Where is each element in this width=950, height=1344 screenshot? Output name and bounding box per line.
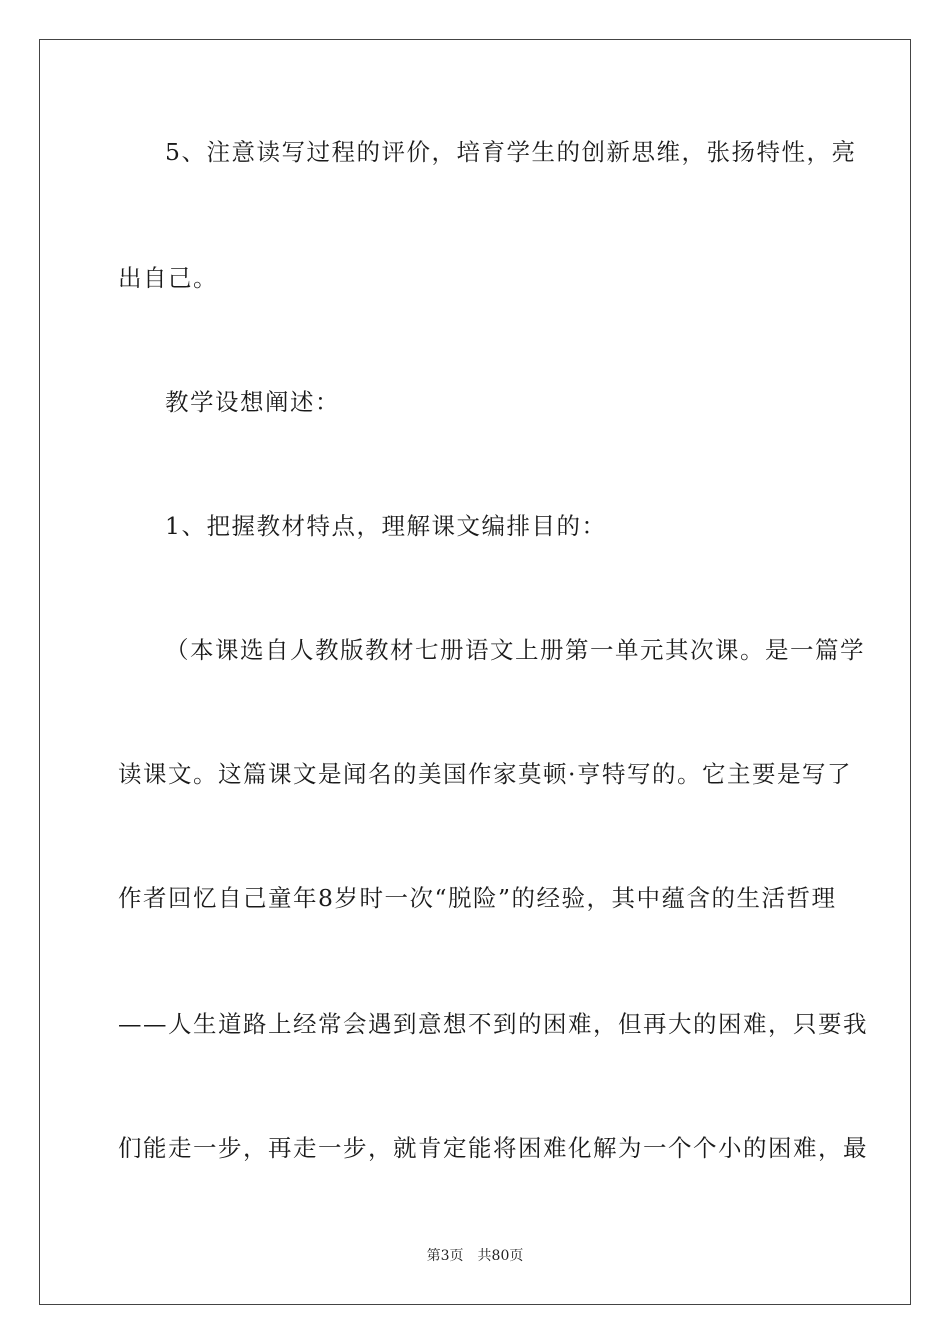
page-footer (0, 1246, 950, 1266)
page-number: 第3页 (426, 1248, 464, 1264)
paragraph-line-5: （本课选自人教版教材七册语文上册第一单元其次课。是一篇学 (165, 636, 865, 664)
paragraph-line-6: 读课文。这篇课文是闻名的美国作家莫顿·亨特写的。它主要是写了 (118, 760, 852, 788)
paragraph-line-9: 们能走一步，再走一步，就肯定能将困难化解为一个个小的困难，最 (118, 1134, 868, 1162)
paragraph-line-2: 出自己。 (118, 264, 218, 292)
paragraph-line-8: ——人生道路上经常会遇到意想不到的困难，但再大的困难，只要我 (118, 1010, 868, 1038)
section-heading: 教学设想阐述： (165, 388, 340, 416)
page-total: 共80页 (477, 1248, 524, 1264)
paragraph-line-4: 1、把握教材特点，理解课文编排目的： (165, 512, 607, 540)
paragraph-line-7: 作者回忆自己童年8岁时一次“脱险”的经验，其中蕴含的生活哲理 (118, 884, 837, 912)
paragraph-line-1: 5、注意读写过程的评价，培育学生的创新思维，张扬特性，亮 (165, 138, 857, 166)
page-border (39, 39, 911, 1305)
